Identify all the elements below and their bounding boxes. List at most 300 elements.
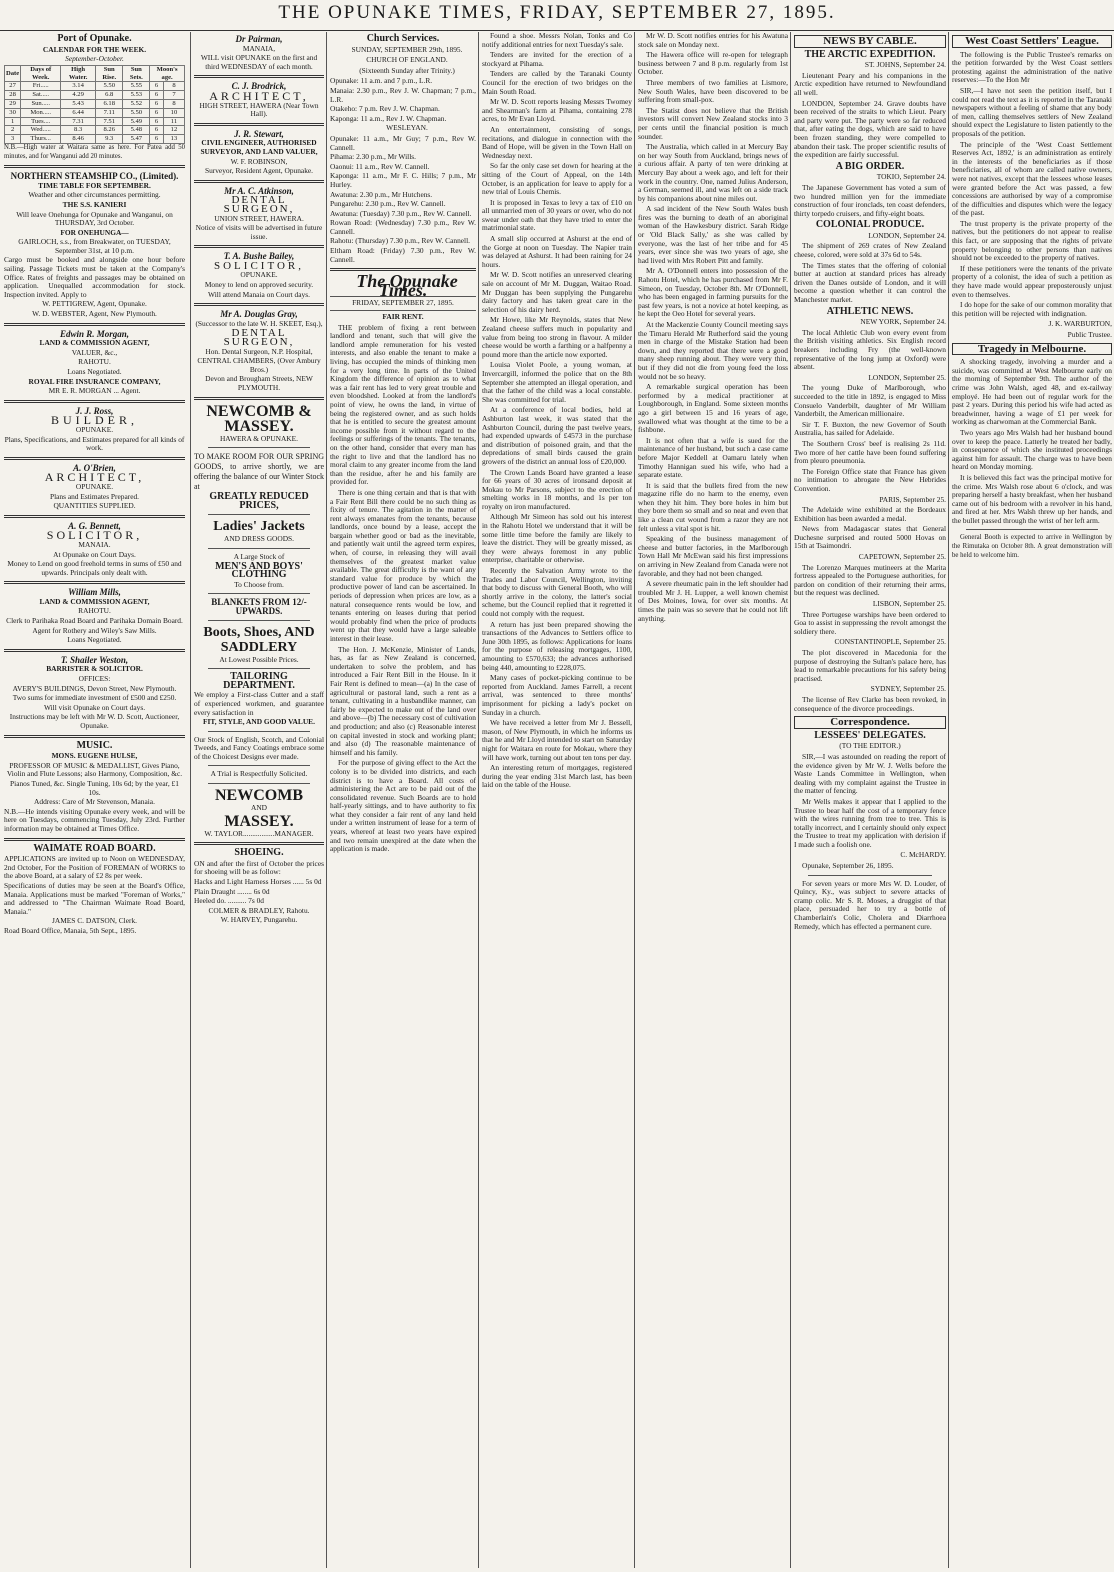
lisbon-date: LISBON, September 25. <box>872 599 946 609</box>
paper-title: The Opunake Times. <box>356 271 458 300</box>
general-news-paragraph: A remarkable surgical operation has been performed by a medical practitioner at Loughborough, in England. Some sixteen months ago a girl between 15 and 16 years of age, swallowed what was thought at the time to be a fishbone. <box>638 382 788 435</box>
hulse-address: Address: Care of Mr Stevenson, Manaia. <box>34 797 155 807</box>
athletic-title: ATHLETIC NEWS. <box>826 305 914 317</box>
correspondence-title: Correspondence. <box>794 716 946 729</box>
paris-date: PARIS, September 25. <box>879 494 946 504</box>
wesleyan: WESLEYAN. <box>386 123 428 133</box>
steamship-name: NORTHERN STEAMSHIP CO., (Limited). <box>10 171 179 182</box>
waimate-spec: Specifications of duties may be seen at the Board's Office, Manaia. Applications must be marked "Foreman of Works," and addressed to "The Chairman Waimate Road Board, Manaia." <box>4 880 185 916</box>
calendar-header-cell: Sun Sets. <box>123 65 150 82</box>
calendar-cell: 7.11 <box>96 108 123 117</box>
paris-text: The Adelaide wine exhibited at the Bordeaux Exhibition has been awarded a medal. <box>794 505 946 523</box>
calendar-cell: Fri..... <box>21 82 61 91</box>
stock-text: Our Stock of English, Scotch, and Colonial Tweeds, and Fancy Coatings embrace some of the Choicest Designs ever made. <box>194 734 324 761</box>
calendar-row <box>5 99 185 108</box>
calendar-cell: 6.44 <box>61 108 96 117</box>
port-title: Port of Opunake. <box>57 33 132 44</box>
onehunga-title: FOR ONEHUNGA— <box>60 227 129 237</box>
league-paragraph: The following is the Public Trustee's remarks on the petition forwarded by the West Coast settlers protesting against the administration of the native reserves:—To the Hon Mr <box>952 49 1112 85</box>
calendar-cell: 5.43 <box>61 99 96 108</box>
london-date: LONDON, September 25. <box>868 372 946 382</box>
calendar-header-cell: High Water. <box>61 65 96 82</box>
morgan-line-2: RAHOTU. <box>78 357 111 367</box>
madagascar-text: News from Madagascar states that General Duchesne surprised and routed 5000 Hovas on 15th at Tsaimondri. <box>794 524 946 551</box>
calendar-month: September-October. <box>65 54 124 64</box>
calendar-header-cell: Moon's age. <box>150 65 185 82</box>
calendar-cell: 29 <box>5 99 21 108</box>
london-text-1: The young Duke of Marlborough, who succeeded to the title in 1892, is engaged to Miss Consuelo Vanderbilt, daughter of Mr William Vanderbilt, the American millionaire. <box>794 383 946 419</box>
calendar-cell: Mon..... <box>21 108 61 117</box>
church-trinity: (Sixteenth Sunday after Trinity.) <box>359 65 455 75</box>
service-item: Otakeho: 7 p.m. Rev J. W. Chapman. <box>330 104 440 114</box>
paper-date: FRIDAY, SEPTEMBER 27, 1895. <box>352 298 454 308</box>
general-news-paragraph: A severe rheumatic pain in the left shoulder had troubled Mr J. H. Lupper, a well known chemist of Des Moines, Iowa, for over six months. At times the pain was so severe that he could not lift anything. <box>638 579 788 623</box>
mills-name: William Mills, <box>68 587 121 598</box>
calendar-cell: 5.53 <box>123 91 150 100</box>
calendar-cell: 5.49 <box>123 117 150 126</box>
calendar-cell: 8.3 <box>61 126 96 135</box>
calendar-cell: 3.14 <box>61 82 96 91</box>
calendar-cell: 5.48 <box>123 126 150 135</box>
pairman-text: WILL visit OPUNAKE on the first and third WEDNESDAY of each month. <box>200 53 318 71</box>
calendar-header-cell: Days of Week. <box>21 65 61 82</box>
local-news-paragraph: Although Mr Simeon has sold out his interest in the Rahotu Hotel we understand that it will be some little time before the family are likely to leave the district. They will be greatly missed, as they were always foremost in any public enterprise, charitable or otherwise. <box>482 512 632 565</box>
obrien-qty: QUANTITIES SUPPLIED. <box>53 501 136 511</box>
agent-1: W. PETTIGREW, Agent, Opunake. <box>42 299 147 309</box>
calendar-cell: 7.31 <box>61 117 96 126</box>
calendar-cell: 3 <box>5 135 21 144</box>
service-item: Manaia: 2.30 p.m., Rev J. W. Chapman; 7 p.m., L.R. <box>330 85 476 104</box>
calendar-header-cell: Date <box>5 65 21 82</box>
ross-name: J. J. Ross, <box>75 405 114 416</box>
church-list <box>330 77 476 123</box>
bennett-money: Money to Lend on good freehold terms in sums of £50 and upwards. Principals only dealt with. <box>7 559 182 577</box>
local-news-paragraph: It is proposed in Texas to levy a tax of £10 on all unmarried men of 30 years or over, who do not swear under oath that they have tried to enter the matrimonial state. <box>482 197 632 233</box>
hulse-nb: N.B.—He intends visiting Opunake every week, and will be here on Tuesdays, commencing Tuesday, July 23rd. Further information may be obtained at Times Office. <box>4 806 185 833</box>
calendar-cell: 10 <box>163 108 184 117</box>
local-news-paragraph: At a conference of local bodies, held at Ashburton last week, it was stated that the Ashburton Council, during the past twelve years, had expended upwards of £4573 in the purchase and distribution of poisoned grain, and that the depredations of small birds caused the grain growers of the district an annual loss of £20,000. <box>482 405 632 466</box>
service-item: Kaponga: 11 a.m., Mr F. C. Hills; 7 p.m., Mr Hurley. <box>330 171 476 189</box>
ross-text: Plans, Specifications, and Estimates prepared for all kinds of work. <box>4 434 185 453</box>
calendar-cell: 5.52 <box>123 99 150 108</box>
stewart-title: CIVIL ENGINEER, AUTHORISED SURVEYOR, AND LAND VALUER, <box>200 138 318 156</box>
church-england: CHURCH OF ENGLAND. <box>366 55 448 65</box>
tailoring: TAILORING DEPARTMENT. <box>223 671 295 691</box>
league-title: West Coast Settlers' League. <box>952 35 1112 48</box>
calendar-cell: 1 <box>5 117 21 126</box>
capetown-text: The Lorenzo Marques mutineers at the Marita fortress appealed to the Portuguese authorities, for pardon on condition of their returning their arms, but the request was declined. <box>794 562 946 598</box>
service-item: Eltham Road: (Friday) 7.30 p.m., Rev W. Cannell. <box>330 246 476 264</box>
newcomb-reduced: GREATLY REDUCED PRICES, <box>209 491 309 511</box>
calendar-cell: Sun..... <box>21 99 61 108</box>
local-news-paragraph: Tenders are called by the Taranaki County Council for the erection of two bridges on the Main South Road. <box>482 69 632 96</box>
calendar-cell: 28 <box>5 91 21 100</box>
local-news-paragraph: Mr W. D. Scott reports leasing Messrs Twomey and Shearman's farm at Pihama, containing 278 acres, to Mr Evan Lloyd. <box>482 97 632 124</box>
tragedy-body <box>952 358 1112 525</box>
league-paragraph: SIR,—I have not seen the petition itself, but I could not read the text as it is reported in the Taranaki newspapers without a feeling of shame that any body of men, calling themselves settlers of New Zealand should expect the Legislature to listen patiently to the proposals of the petition. <box>952 85 1112 138</box>
waimate-title: WAIMATE ROAD BOARD. <box>33 842 156 854</box>
general-news-paragraph: The Hawera office will re-open for telegraph business between 7 and 8 p.m. regularly from 1st October. <box>638 50 788 77</box>
const-date: CONSTANTINOPLE, September 25. <box>834 637 946 647</box>
calendar-row <box>5 108 185 117</box>
mills-agent: Agent for Rothery and Wiley's Saw Mills. <box>32 625 157 635</box>
mens-sub: To Choose from. <box>234 579 284 589</box>
service-item: Awatuna: 2.30 p.m., Mr Hutchens. <box>330 189 433 199</box>
gray-chambers: CENTRAL CHAMBERS, (Over Ambury Bros.) <box>197 356 321 374</box>
editorial-paragraph: THE problem of fixing a rent between landlord and tenant, such that will give the landlord ample remuneration for his vested interests, and also enable the tenant to make a living, has occupied the minds of thinking men for a very long time. In parts of the United Kingdom the difference of opinion as to what was a fair rent has led to very great trouble and even bloodshed. Looked at from the landlord's point of view, he owns the land, in virtue of being the registered owner, and as such holds that he is entitled to secure the greatest amount income possible from it without regard to the feelings or sufferings of the tenants. The tenants, on the other hand, consider that every man has the right to live and that the landlord has no moral claim to any greater income from the land than the residue, after he and his family are provided for. <box>330 322 476 487</box>
local-news-paragraph: We have received a letter from Mr J. Bessell, mason, of New Plymouth, in which he informs us that he and Mr Lloyd intended to start on Saturday night for Waitara en route for Mokau, where they will have work, turning out about ten tons per day. <box>482 718 632 762</box>
brodrick-name: C. J. Brodrick, <box>231 81 287 92</box>
column-7 <box>948 32 1114 1568</box>
order-text: The Japanese Government has voted a sum of two hundred million yen for the immediate construction of four ironclads, ten coast defenders, thirty torpedo cruisers, and fifty-eight boats. <box>794 182 946 218</box>
produce-date: LONDON, September 24. <box>868 230 946 240</box>
tailoring-fit: FIT, STYLE, AND GOOD VALUE. <box>203 717 315 727</box>
calendar-cell: 7.51 <box>96 117 123 126</box>
brodrick-addr: HIGH STREET, HAWERA (Near Town Hall). <box>199 100 319 119</box>
general-news-paragraph: Mr A. O'Donnell enters into possession of the Rahotu Hotel, which he has purchased from Mr F. Simeon, on Tuesday, October 8th. Mr O'Donnell, who has been engaged in farming pursuits for the past few years, is not a novice at hotel keeping, as he kept the Oeo Hotel for several years. <box>638 266 788 319</box>
produce-text-2: The Times states that the offering of colonial butter at auction at standard prices has already driven the Danes outside of London, and it will become a question whether it can control the Manchester market. <box>794 260 946 305</box>
calendar-cell: 6 <box>150 99 164 108</box>
and: AND <box>250 803 267 813</box>
steamship-leave: Will leave Onehunga for Opunake and Wanganui, on THURSDAY, 3rd October. <box>16 209 173 228</box>
mills-title: LAND & COMMISSION AGENT, <box>39 596 150 606</box>
arctic-title: THE ARCTIC EXPEDITION. <box>804 48 936 60</box>
letter-text-1: SIR,—I was astounded on reading the report of the evidence given by Mr W. J. Wells before the Waste Lands Committee in Wellington, when dealing with my complaint against the Trustee in the matter of fencing. <box>794 751 946 796</box>
shoeing-item-2: Plain Draught ........ 6s 0d <box>194 886 270 896</box>
service-item: Rowan Road: (Wednesday) 7.30 p.m., Rev W. Cannell. <box>330 218 476 236</box>
pairman-place: MANAIA, <box>242 43 276 53</box>
bailey-title: SOLICITOR, <box>214 259 304 272</box>
calendar-cell: 5.55 <box>123 82 150 91</box>
jackets-sub: AND DRESS GOODS. <box>223 534 295 544</box>
editorial-paragraph: For the purpose of giving effect to the Act the colony is to be divided into districts, and each district is to have a Board. All costs of administering the Act are to be paid out of the consolidated revenue. Such Boards are to hold half-yearly sittings, and to have authority to fix what they consider a fair rent of any land held under a written instrument of lease for a term of years, whereof at least two years have expired and two remain unexpired at the date when the application is made. <box>330 758 476 854</box>
calendar-row <box>5 117 185 126</box>
atkinson-title: DENTAL SURGEON, <box>223 194 295 215</box>
weston-title: BARRISTER & SOLICITOR. <box>46 664 143 674</box>
general-news-paragraph: The Australia, which called in at Mercury Bay on her way South from Auckland, brings news of a curious affair. A party of ten were drinking at Mercury Bay about a week ago, and left for their work in the country. One, named Julius Anderson, a German, seemed ill, and was left on a side track by his companions about nine miles out. <box>638 142 788 203</box>
local-news-paragraph: Mr Howe, like Mr Reynolds, states that New Zealand cheese suffers much in popularity and value from being too strong in flavour. A milder cheese would be worth a farthing or a halfpenny a pound more than the article now exported. <box>482 315 632 359</box>
calendar-cell: 6 <box>150 126 164 135</box>
sydney-text: The license of Rev Clarke has been revoked, in consequence of the divorce proceedings. <box>794 694 946 713</box>
calendar-cell: 6.8 <box>96 91 123 100</box>
calendar-row <box>5 82 185 91</box>
local-news-paragraph: A small slip occurred at Ashurst at the end of the Gorge at noon on Tuesday. The Napier train was delayed at Ashurst. It had been raining for 24 hours. <box>482 234 632 269</box>
hulse-name: MONS. EUGENE HULSE, <box>51 751 138 761</box>
column-2 <box>190 32 327 1568</box>
local-news-paragraph: A return has just been prepared showing the transactions of the Advances to Settlers office to June 30th 1895, as follows: Applications for loans for the purpose of releasing mortgages, 1100, amounting to £570,633; the advances authorised being 440, amounting to £228,075. <box>482 619 632 672</box>
atkinson-note: Notice of visits will be advertised in future issue. <box>195 223 323 241</box>
service-item: Opunake: 11 a.m. and 7 p.m., L.R. <box>330 76 433 86</box>
editorial-body <box>330 324 476 854</box>
calendar-cell: Thurs... <box>21 135 61 144</box>
general-news-paragraph: At the Mackenzie County Council meeting says the Timaru Herald Mr Rutherford said the young men in charge of the Mistake Station had been down, and they reported that there were a good many sheep running about. They were very thin, but if they did not die from young feed the loss would not be so heavy. <box>638 320 788 381</box>
bailey-court: Will attend Manaia on Court days. <box>208 289 310 299</box>
tragedy-paragraph: Two years ago Mrs Walsh had her husband bound over to keep the peace. Latterly he treated her badly, in consequence of which she instituted proceedings against him for assault. The charge was to have been heard on Monday morning. <box>952 427 1112 472</box>
lisbon-text: Three Portugese warships have been ordered to Goa to assist in suppressing the revolt amongst the soldiery there. <box>794 609 946 636</box>
calendar-cell: 12 <box>163 126 184 135</box>
letter-text-2: Mr Wells makes it appear that I applied to the Trustee to bear half the cost of a temporary fence with the wires running from tree to tree. This is totally incorrect, and I certainly should only expect the Trustee to treat my application with derision if I made such a foolish one. <box>794 796 946 849</box>
weston-instr: Instructions may be left with Mr W. D. Scott, Auctioneer, Opunake. <box>9 712 180 731</box>
league-body <box>952 51 1112 319</box>
tailoring-text: We employ a First-class Cutter and a staff of experienced workmen, and guarantee every satisfaction in <box>194 690 324 717</box>
music-title: MUSIC. <box>76 739 113 751</box>
newspaper-columns <box>4 32 1110 1568</box>
general-news-paragraph: It is not often that a wife is sued for the maintenance of her husband, but such a case came before Major Keddell at Oamaru lately when Timothy Hannigan sued his wife, who had a separate estate. <box>638 435 788 480</box>
shoeing-title: SHOEING. <box>234 847 284 859</box>
calendar-cell: 4.29 <box>61 91 96 100</box>
steamship-weather: Weather and other circumstances permitting. <box>28 190 161 200</box>
service-item: Oaonui: 11 a.m., Rev W. Cannell. <box>330 161 430 171</box>
calendar-cell: 6.18 <box>96 99 123 108</box>
jackets: Ladies' Jackets <box>213 519 305 535</box>
league-sign: J. K. WARBURTON, <box>1048 319 1112 329</box>
morgan-line-3: Loans Negotiated. <box>67 367 122 377</box>
tragedy-paragraph: A shocking tragedy, involving a murder and a suicide, was committed at West Melbourne early on the morning of September 9th. The author of the crime was John Walsh, aged 48, and ex-railway employé. He had been out of regular work for the past 2 years. During this period his wife had acted as breadwinner, having a wage of £1 per week for working as charwoman at the Commercial Bank. <box>952 357 1112 427</box>
boots-sub: At Lowest Possible Prices. <box>219 654 299 664</box>
calendar-cell: 9.3 <box>96 135 123 144</box>
weston-sums: Two sums for immediate investment of £500 and £250. <box>12 693 177 703</box>
onehunga-text: GAIRLOCH, s.s., from Breakwater, on TUESDAY, September 31st, at 10 p.m. <box>18 237 171 255</box>
column-5 <box>634 32 791 1568</box>
bennett-place: MANAIA. <box>78 539 111 549</box>
calendar-row <box>5 126 185 135</box>
calendar-cell: 8.26 <box>96 126 123 135</box>
boots: Boots, Shoes, AND SADDLERY <box>203 624 315 655</box>
athletic-text: The local Athletic Club won every event from the British visiting athletics. Six English record breakers including Fry (the well-known representative of the long jump at Oxford) were absent. <box>794 327 946 372</box>
pairman-name: Dr Pairman, <box>235 34 283 44</box>
calendar-cell: 8 <box>163 82 184 91</box>
calendar-cell: 27 <box>5 82 21 91</box>
morgan-name: Edwin R. Morgan, <box>59 328 130 339</box>
const-text: The plot discovered in Macedonia for the purpose of destroying the Sultan's palace here, has lead to remarkable precautions for his safety being practised. <box>794 648 946 683</box>
atkinson-place: UNION STREET, HAWERA. <box>214 213 304 223</box>
letter-sign: C. McHARDY. <box>900 850 946 860</box>
calendar-cell: 6 <box>150 135 164 144</box>
weston-addr: AVERY'S BUILDINGS, Devon Street, New Plymouth. <box>12 683 177 693</box>
weston-name: T. Shailer Weston, <box>60 654 129 665</box>
calendar-cell: 6 <box>150 82 164 91</box>
service-item: Kaponga: 11 a.m., Rev J. W. Chapman. <box>330 113 447 123</box>
capetown-date: CAPETOWN, September 25. <box>858 552 946 562</box>
calendar-cell: 30 <box>5 108 21 117</box>
london-text-4: The Foreign Office state that France has given no intimation to abrogate the New Hebrides Convention. <box>794 466 946 493</box>
editorial-title: FAIR RENT. <box>382 312 424 322</box>
calendar-cell: 8 <box>163 99 184 108</box>
church-date: SUNDAY, SEPTEMBER 29th, 1895. <box>351 44 463 54</box>
calendar-cell: 6 <box>150 91 164 100</box>
column-4 <box>478 32 635 1568</box>
obrien-title: ARCHITECT, <box>44 470 145 485</box>
calendar-cell: 5.50 <box>96 82 123 91</box>
weston-offices: OFFICES: <box>78 674 111 684</box>
order-date: TOKIO, September 24. <box>876 172 946 182</box>
general-news-paragraph: A sad incident of the New South Wales bush fires was the burning to death of an aboriginal woman of the Hawkesbury district. Sarah Ridge or 'Old Black Sally,' as she was called by everyone, was the last of her tribe and for 45 years, ever since she was two years of age, she had lived with Mrs Robert Pitt and family. <box>638 204 788 265</box>
bailey-money: Money to lend on approved security. <box>204 280 314 290</box>
editorial-paragraph: There is one thing certain and that is that with a Fair Rent Bill there could be no such thing as fixity of tenure. The agitation in the matter of rent always emanates from the tenants, because landlords, once bound by a lease, accept the bargain whether good or bad as the inevitable, and patiently wait until the agreed term expires, when, of course, in releasing they will avail themselves of the greatest market value available. The great difficulty is the want of any standard value for produce by which the productive power of land can be ascertained. In periods of depression when prices are low, as a natural consequence rents would be low, and tenants entering on leases during that period would probably find when the price of products went up that they would have a large saleable interest in their lease. <box>330 487 476 643</box>
calendar-cell: 11 <box>163 117 184 126</box>
obrien-place: OPUNAKE. <box>75 481 114 491</box>
shoeing-text: ON and after the first of October the prices for shoeing will be as follow: <box>194 858 324 877</box>
general-news-paragraph: Mr W. D. Scott notifies entries for his Awatuna stock sale on Monday next. <box>638 32 788 49</box>
gray-name: Mr A. Douglas Gray, <box>220 309 298 320</box>
calendar-cell: 5.47 <box>123 135 150 144</box>
tragedy-paragraph: It is believed this fact was the principal motive for the crime. Mrs Walsh rose about 6 o'clock, and was preparing herself a hasty breakfast, when her husband came out of his bedroom with a revolver in his hand, and fired at her. Mrs Walsh threw up her hands, and the bullet passed through the wrist of her left arm. <box>952 472 1112 525</box>
athletic-date: NEW YORK, September 24. <box>860 317 946 327</box>
newcomb-intro: TO MAKE ROOM FOR OUR SPRING GOODS, to arrive shortly, we are offering the balance of our Winter Stock at <box>194 452 324 492</box>
hulse-text: PROFESSOR OF MUSIC & MEDALLIST, Gives Piano, Violin and Flute Lessons; also Harmony, Composition, &c. <box>6 760 183 779</box>
morgan-title: LAND & COMMISSION AGENT, <box>39 338 150 348</box>
trial: A Trial is Respectfully Solicited. <box>210 769 308 779</box>
calendar-cell: 6 <box>150 117 164 126</box>
cable-title: NEWS BY CABLE. <box>794 35 946 48</box>
local-news-body <box>482 32 632 790</box>
local-news-paragraph: Tenders are invited for the erection of a stockyard at Pihama. <box>482 50 632 68</box>
editorial-paragraph: The Hon. J. McKenzie, Minister of Lands, has, as far as New Zealand is concerned, undertaken to solve the problem, and has introduced a Fair Rent Bill in the House. In it Fair Rent is defined to mean—(a) In the case of agricultural or pastoral land, such a rent as a tenant, cultivating in a husbandlike manner, can fairly be expected to make out of the land over and above—(b) The necessary cost of cultivation and production; and also (c) Reasonable interest on capital invested in stock and working plant; and also (d) The reasonable maintenance of himself and his family. <box>330 644 476 757</box>
obrien-name: A. O'Brien, <box>73 462 116 473</box>
league-paragraph: I do hope for the sake of our common morality that this petition will be rejected with indignation. <box>952 300 1112 318</box>
editor-line: (TO THE EDITOR.) <box>839 741 901 751</box>
tide-calendar-table <box>4 65 185 144</box>
bennett-title: SOLICITOR, <box>46 528 143 543</box>
calendar-header-cell: Sun Rise. <box>96 65 123 82</box>
mens: MEN'S AND BOYS' CLOTHING <box>215 560 303 581</box>
calendar-row <box>5 135 185 144</box>
waimate-sign: JAMES C. DATSON, Clerk. <box>52 916 137 926</box>
service-item: Opunake: 11 a.m., Mr Guy; 7 p.m., Rev W. Cannell. <box>330 133 476 152</box>
agent-2: W. D. WEBSTER, Agent, New Plymouth. <box>32 309 157 319</box>
tragedy-title: Tragedy in Melbourne. <box>952 343 1112 356</box>
local-news-paragraph: Found a shoe. Messrs Nolan, Tonks and Co notify additional entries for next Tuesday's sale. <box>482 32 632 49</box>
calendar-cell: 6 <box>150 108 164 117</box>
service-item: Awatuna: (Tuesday) 7.30 p.m., Rev W. Cannell. <box>330 208 472 218</box>
gray-succ: (Successor to the late W. H. SKEET, Esq.), <box>195 318 323 328</box>
shoeing-item-3: Heeled do. .......... 7s 0d <box>194 896 264 906</box>
calendar-cell: 2 <box>5 126 21 135</box>
bailey-name: T. A. Bushe Bailey, <box>223 251 295 262</box>
weston-visit: Will visit Opunake on Court days. <box>43 702 146 712</box>
calendar-cell: 13 <box>163 135 184 144</box>
morgan-line-1: VALUER, &c., <box>71 347 118 357</box>
bennett-name: A. G. Bennett, <box>68 520 121 531</box>
mills-text: Clerk to Parihaka Road Board and Parihaka Domain Board. <box>6 616 183 626</box>
footer-note: General Booth is expected to arrive in Wellington by the Rimutaka on October 8th. A great demonstration will be held to welcome him. <box>952 534 1112 559</box>
column-6 <box>790 32 949 1568</box>
calendar-row <box>5 91 185 100</box>
general-news-body <box>638 32 788 623</box>
gray-title: DENTAL SURGEON, <box>223 327 295 349</box>
cargo-text: Cargo must be booked and alongside one hour before sailing. Passage Tickets must be taken at the Company's Office. Rates of freights and passages may be obtained on application. Unequalled accommodation for stock. Inspection invited. Apply to <box>4 255 185 299</box>
league-paragraph: If these petitioners were the tenants of the private property of a colonist, the idea of such a petition as they have made would appear preposterously unjust even to themselves. <box>952 263 1112 299</box>
lessees-title: LESSEES' DELEGATES. <box>814 729 926 741</box>
local-news-paragraph: Louisa Violet Poole, a young woman, at Invercargill, informed the police that on the 8th September she attempted an illegal operation, and that the father of the child was a local constable. She was committed for trial. <box>482 360 632 404</box>
sydney-date: SYDNEY, September 25. <box>870 684 946 694</box>
service-item: Pihama: 2.30 p.m., Mr Wills. <box>330 152 416 162</box>
shoeing-item-1: Hacks and Light Harness Horses ...... 5s 0d <box>194 877 322 887</box>
bennett-court: At Opunake on Court Days. <box>53 549 136 559</box>
local-news-paragraph: An entertainment, consisting of songs, recitations, and dialogue in connection with the Band of Hope, will be given in the Town Hall on Wednesday next. <box>482 124 632 160</box>
local-news-paragraph: The Crown Lands Board have granted a lease for 66 years of 30 acres of ironsand deposit at Mokau to Mr Parsons, subject to the erection of smelting works in 18 months, and 1s per ton royalty on iron manufactured. <box>482 467 632 511</box>
massey-big: MASSEY. <box>224 812 294 830</box>
robinson-title: Surveyor, Resident Agent, Opunake. <box>204 166 314 176</box>
steamship-table: TIME TABLE FOR SEPTEMBER. <box>38 180 151 190</box>
calendar-cell: Tues.... <box>21 117 61 126</box>
louder-text: For seven years or more Mrs W. D. Louder, of Quincy, Ky., was subject to severe attacks of cramp colic. Mr S. R. Moses, a druggist of that place, persuaded her to try a bottle of Chamberlain's Colic, Cholera and Diarrhoea Remedy, which has effected a permanent cure. <box>794 878 946 931</box>
london-text-3: The Southern Cross' beef is realising 2s 11d. Two more of her cattle have been found suffering from pleuro pneumonia. <box>794 438 946 466</box>
newcomb-big: NEWCOMB <box>215 787 303 805</box>
church-title: Church Services. <box>366 33 440 44</box>
mills-loans: Loans Negotiated. <box>67 635 122 645</box>
local-news-paragraph: So far the only case set down for hearing at the sitting of the Court of Appeal, on the 14th October, is an application for leave to apply for a new trial of Louis Chemis. <box>482 161 632 197</box>
calendar-title: CALENDAR FOR THE WEEK. <box>42 44 147 54</box>
ross-title: BUILDER, <box>51 413 138 428</box>
calendar-cell: 8.46 <box>61 135 96 144</box>
obrien-text: Plans and Estimates Prepared. <box>49 491 140 501</box>
local-news-paragraph: Many cases of pocket-picking continue to be reported from Auckland. James Farrell, a recent arrival, was sentenced to three months' imprisonment for picking a lady's pocket on Sunday in a church. <box>482 673 632 717</box>
gray-hon: Hon. Dental Surgeon, N.P. Hospital, <box>205 346 313 356</box>
shoeing-sign-2: W. HARVEY, Pungarehu. <box>220 915 298 925</box>
calendar-note: N.B.—High water at Waitara same as here. For Patea add 50 minutes, and for Wanganui add 20 minutes. <box>4 143 185 160</box>
league-paragraph: The trust property is the private property of the natives, but the petitioners do not appear to realise this fact, or are supposing that the rights of private property belonging to other persons than natives should not be exceeded to the property of natives. <box>952 218 1112 263</box>
mills-place: RAHOTU. <box>78 606 111 616</box>
shoeing-sign: COLMER & BRADLEY, Rahotu. <box>208 905 310 915</box>
hulse-pianos: Pianos Tuned, &c. Single Tuning, 10s 6d; by the year, £1 10s. <box>10 778 179 797</box>
steamship-ss: THE S.S. KANIERI <box>62 199 127 209</box>
calendar-cell: Sat..... <box>21 91 61 100</box>
local-news-paragraph: Mr W. D. Scott notifies an unreserved clearing sale on account of Mr M. Duggan, Waitao Road. Mr Duggan has been supplying the Pungarehu dairy factory and has taken great care in the selection of his dairy herd. <box>482 270 632 314</box>
local-news-paragraph: Recently the Salvation Army wrote to the Trades and Labor Council, Wellington, inviting that body to discuss with General Booth, who will shortly arrive in the colony, the latter's social scheme, but the Council replied that it regretted it could not comply with the request. <box>482 566 632 618</box>
general-news-paragraph: Three members of two families at Lismore, New South Wales, have been discovered to be suffering from small-pox. <box>638 77 788 105</box>
general-news-paragraph: Speaking of the business management of cheese and butter factories, in the Marlborough Town Hall Mr McEwan said his first impressions on arriving in New Zealand from Canada were not favorable, and they had not been changed. <box>638 534 788 578</box>
masthead: THE OPUNAKE TIMES, FRIDAY, SEPTEMBER 27, 1895. <box>0 0 1114 31</box>
stewart-name: J. R. Stewart, <box>234 128 284 139</box>
calendar-cell: 5.50 <box>123 108 150 117</box>
general-news-paragraph: The Statist does not believe that the British investors will convert New Zealand stocks into 3 per cents until the financial position is much sounder. <box>638 105 788 141</box>
royal-agent: MR E. R. MORGAN ... Agent. <box>48 386 141 396</box>
gray-addr: Devon and Brougham Streets, NEW PLYMOUTH. <box>205 374 313 392</box>
calendar-cell: Wed..... <box>21 126 61 135</box>
newcomb-place: HAWERA & OPUNAKE. <box>219 433 299 443</box>
waimate-date: Road Board Office, Manaia, 5th Sept., 1895. <box>4 925 137 935</box>
service-item: Pungarehu: 2.30 p.m., Rev W. Cannell. <box>330 199 446 209</box>
ross-place: OPUNAKE. <box>75 424 114 434</box>
royal-fire: ROYAL FIRE INSURANCE COMPANY, <box>28 376 161 386</box>
robinson-name: W. F. ROBINSON, <box>230 156 288 166</box>
service-item: Rahotu: (Thursday) 7.30 p.m., Rev W. Cannell. <box>330 236 470 246</box>
produce-title: COLONIAL PRODUCE. <box>815 219 925 231</box>
brodrick-title: ARCHITECT, <box>209 88 309 103</box>
league-sign-2: Public Trustee. <box>1067 330 1112 339</box>
bailey-place: OPUNAKE. <box>240 270 278 280</box>
letter-date: Opunake, September 26, 1895. <box>802 861 894 871</box>
local-news-paragraph: An interesting return of mortgages, registered during the year ending 31st March last, has been laid on the table of the House. <box>482 763 632 790</box>
stock-of: A Large Stock of <box>233 551 285 561</box>
column-3 <box>326 32 479 1568</box>
produce-text-1: The shipment of 269 crates of New Zealand cheese, colored, were sold at 37s 6d to 54s. <box>794 241 946 260</box>
calendar-cell: 7 <box>163 91 184 100</box>
waimate-text: APPLICATIONS are invited up to Noon on WEDNESDAY, 2nd October, For the Position of FOREMAN of WORKS to the above Board, at a salary of £2 8s per week. <box>4 854 185 881</box>
arctic-date: ST. JOHNS, September 24. <box>864 60 946 70</box>
order-title: A BIG ORDER. <box>835 160 905 172</box>
london-text-2: Sir T. F. Buxton, the new Governor of South Australia, has sailed for Adelaide. <box>794 419 946 438</box>
wesleyan-list <box>330 135 476 264</box>
arctic-text-1: Lieutenant Peary and his companions in the Arctic expedition have returned to Newfoundland all well. <box>794 70 946 97</box>
general-news-paragraph: It is said that the bullets fired from the new magazine rifle do no harm to the enemy, even when they hit him. They bore holes in him but they bore them so small and so neat and even that like a clean cut wound from a razor they are not felt unless a vital spot is hit. <box>638 480 788 533</box>
atkinson-name: Mr A. C. Atkinson, <box>224 185 294 196</box>
newcomb-title: NEWCOMB & MASSEY. <box>206 402 312 435</box>
league-paragraph: The principle of the 'West Coast Settlement Reserves Act, 1892,' is an administration as entirely in the interests of the beneficiaries as if those beneficiaries, all of whom are called native owners, were not natives, except that the lessees whose leases were granted before the Act was passed, a few concessions are authorised by way of a compromise of the difficulties and disputes which were the legacy of the past. <box>952 139 1112 218</box>
column-1 <box>4 32 188 1568</box>
blankets: BLANKETS FROM 12/- UPWARDS. <box>211 597 307 616</box>
